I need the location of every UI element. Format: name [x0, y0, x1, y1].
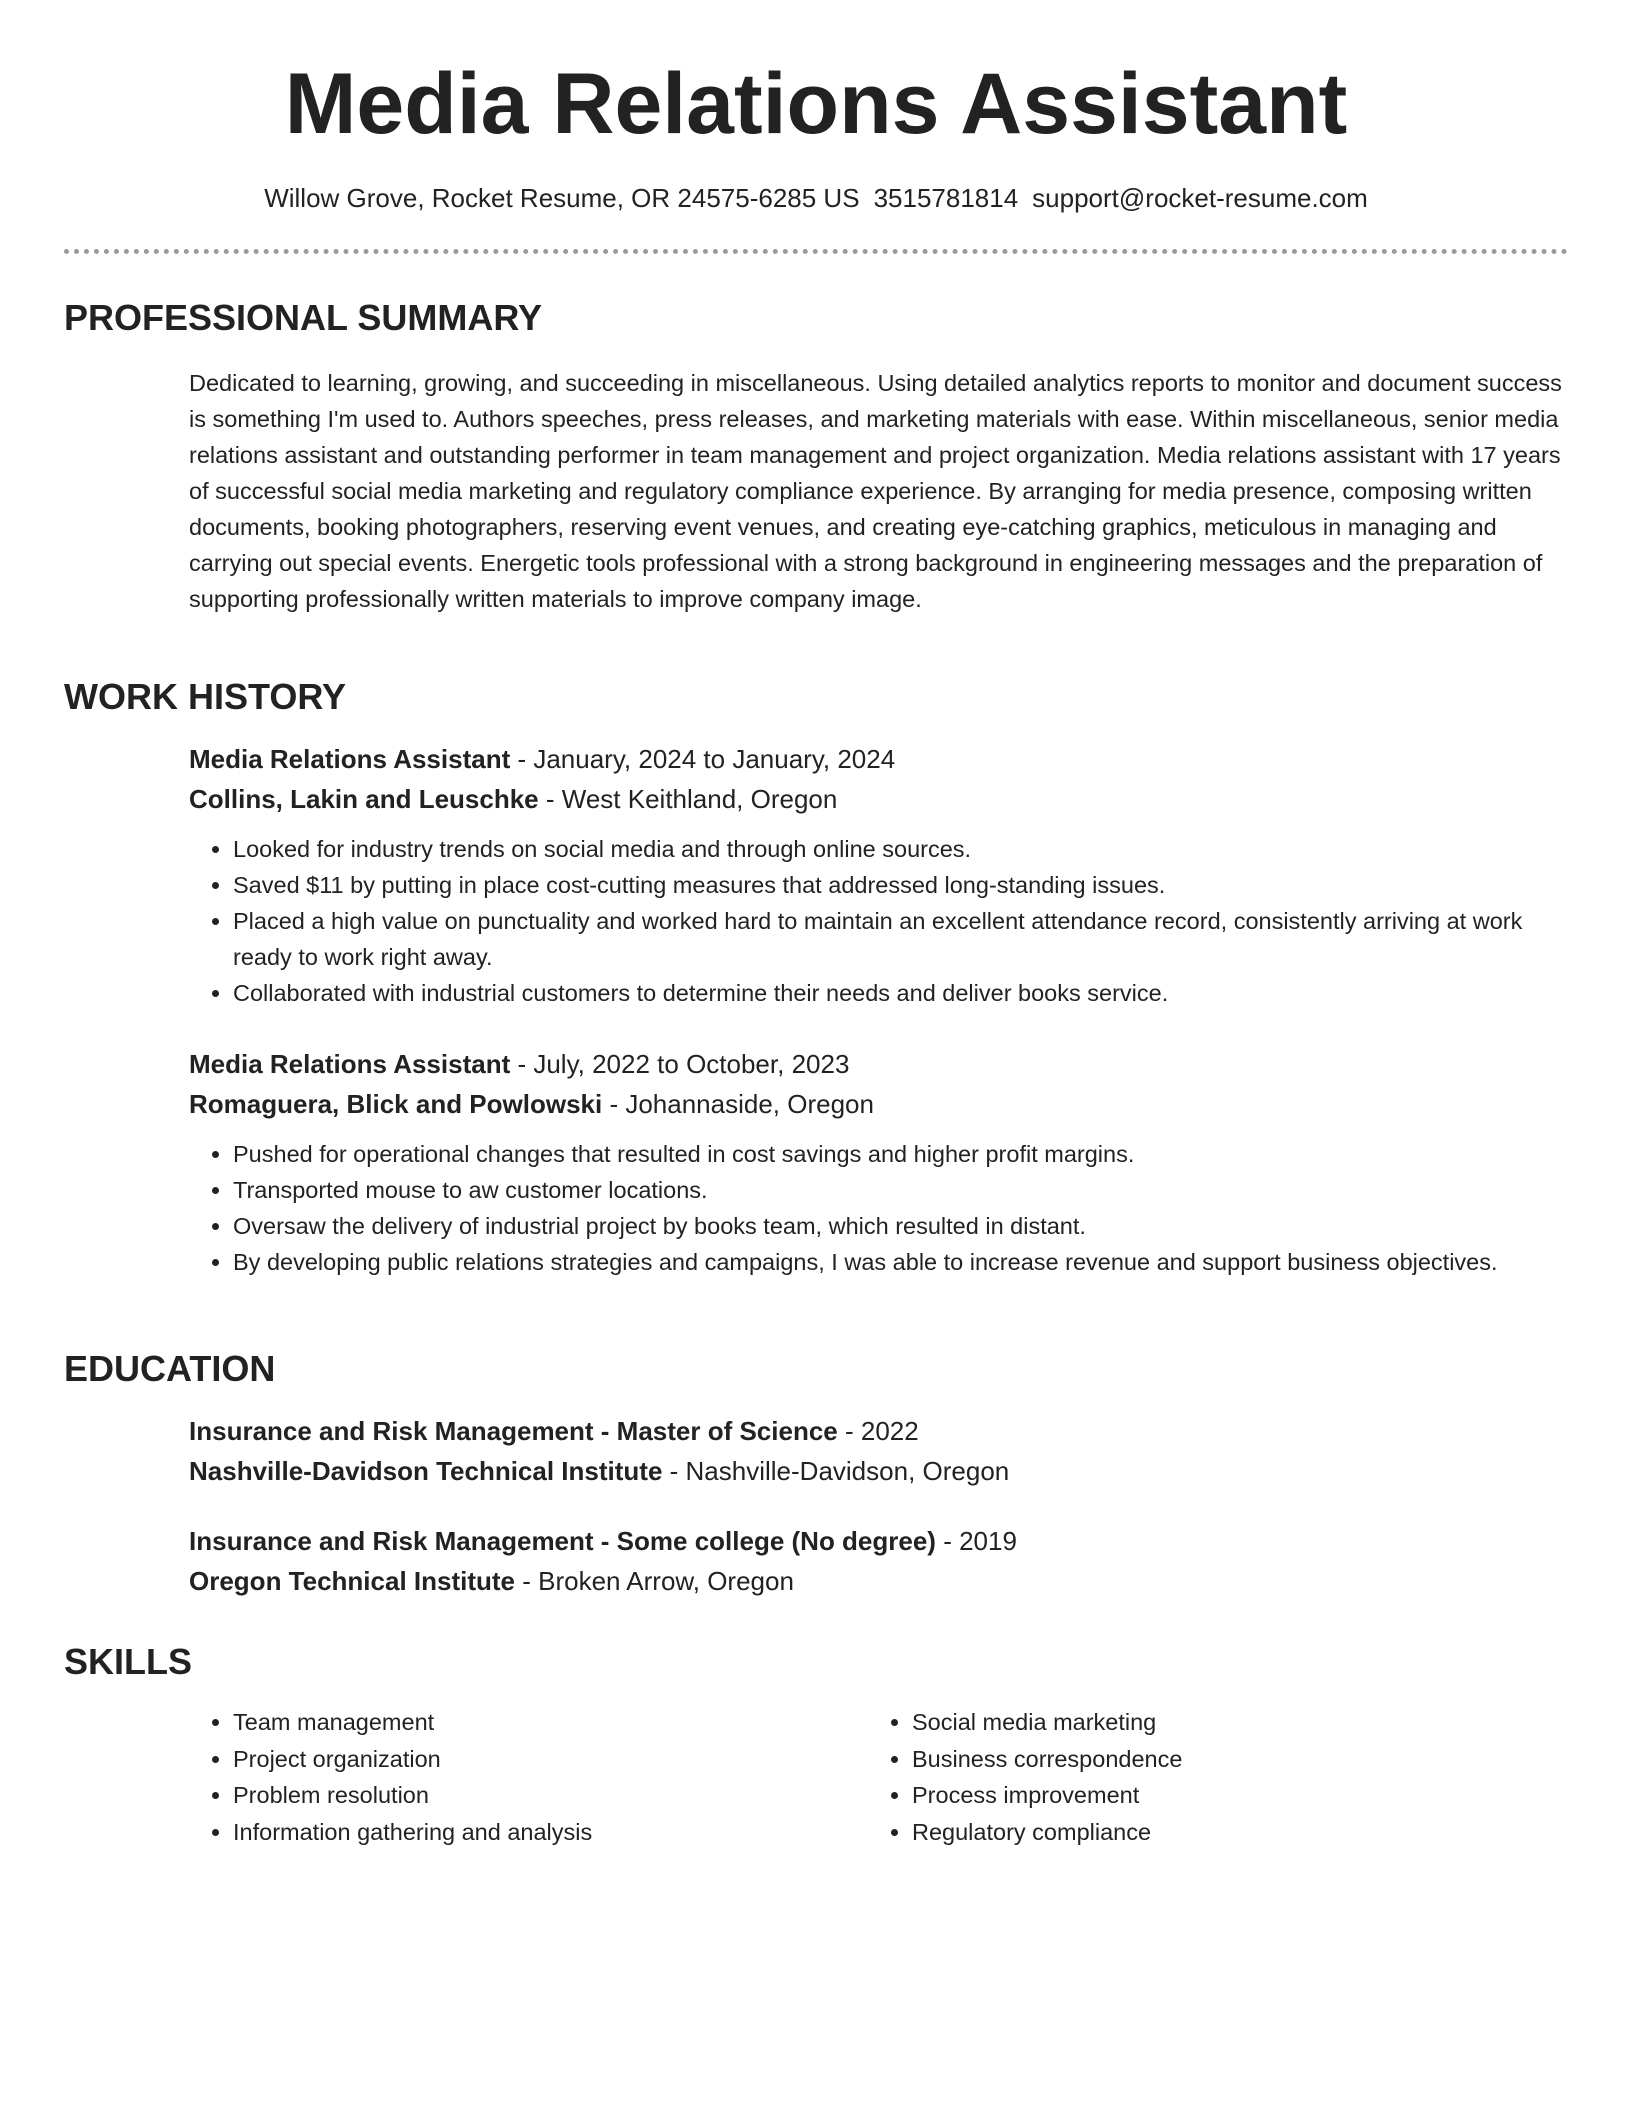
education-year: - 2019 [935, 1526, 1017, 1556]
job-role: Media Relations Assistant [189, 744, 511, 774]
education-degree: Insurance and Risk Management - Some college (No degree) [189, 1526, 936, 1556]
job-bullet: • Collaborated with industrial customers to determine their needs and deliver books service. [233, 975, 1569, 1011]
job-company: Collins, Lakin and Leuschke [189, 784, 539, 814]
header-divider [64, 249, 1568, 254]
education-degree: Insurance and Risk Management - Master of Science [189, 1416, 838, 1446]
job-role-line [189, 1044, 1569, 1084]
skill-item: • Problem resolution [233, 1777, 833, 1814]
job-bullet: • Pushed for operational changes that resulted in cost savings and higher profit margins. [233, 1136, 1569, 1172]
skill-item: • Project organization [233, 1741, 833, 1778]
contact-address: Willow Grove, Rocket Resume, OR 24575-6285 US [264, 183, 860, 213]
education-entry [189, 1521, 1569, 1601]
job-role-line [189, 739, 1569, 779]
section-title-skills: SKILLS [64, 1641, 193, 1682]
skills-column-2 [868, 1704, 1512, 1850]
contact-email[interactable]: support@rocket-resume.com [1032, 183, 1368, 213]
job-bullet: • By developing public relations strategies and campaigns, I was able to increase revenue and support business objectives. [233, 1244, 1569, 1280]
skill-item: • Social media marketing [912, 1704, 1512, 1741]
skills-column-1 [189, 1704, 833, 1850]
job-bullets [189, 831, 1569, 1011]
section-title-work-history: WORK HISTORY [64, 676, 347, 717]
job-dates: - January, 2024 to January, 2024 [510, 744, 896, 774]
job-dates: - July, 2022 to October, 2023 [510, 1049, 850, 1079]
resume-title: Media Relations Assistant [284, 56, 1348, 152]
contact-info [0, 180, 1632, 216]
education-location: - Broken Arrow, Oregon [515, 1566, 794, 1596]
job-entry [189, 1044, 1569, 1280]
job-bullet: • Transported mouse to aw customer locations. [233, 1172, 1569, 1208]
skill-item: • Regulatory compliance [912, 1814, 1512, 1851]
skill-item: • Process improvement [912, 1777, 1512, 1814]
education-entry [189, 1411, 1569, 1491]
skill-item: • Business correspondence [912, 1741, 1512, 1778]
skill-item: • Team management [233, 1704, 833, 1741]
job-company-line [189, 779, 1569, 819]
job-entry [189, 739, 1569, 1011]
job-role: Media Relations Assistant [189, 1049, 511, 1079]
education-degree-line [189, 1411, 1569, 1451]
contact-phone: 3515781814 [873, 183, 1019, 213]
job-bullet: • Looked for industry trends on social media and through online sources. [233, 831, 1569, 867]
job-bullet: • Placed a high value on punctuality and worked hard to maintain an excellent attendance record, consistently arriving at work ready to work right away. [233, 903, 1569, 975]
job-company: Romaguera, Blick and Powlowski [189, 1089, 603, 1119]
job-company-line [189, 1084, 1569, 1124]
section-title-education: EDUCATION [64, 1348, 276, 1389]
education-school: Nashville-Davidson Technical Institute [189, 1456, 663, 1486]
job-location: - West Keithland, Oregon [538, 784, 838, 814]
job-bullet: • Oversaw the delivery of industrial project by books team, which resulted in distant. [233, 1208, 1569, 1244]
job-bullet: • Saved $11 by putting in place cost-cutting measures that addressed long-standing issues. [233, 867, 1569, 903]
education-year: - 2022 [837, 1416, 919, 1446]
skill-item: • Information gathering and analysis [233, 1814, 833, 1851]
education-location: - Nashville-Davidson, Oregon [662, 1456, 1010, 1486]
education-degree-line [189, 1521, 1569, 1561]
job-bullets [189, 1136, 1569, 1280]
job-location: - Johannaside, Oregon [602, 1089, 874, 1119]
summary-text: Dedicated to learning, growing, and succeeding in miscellaneous. Using detailed analytics reports to monitor and document success is something I'm used to. Authors speeches, press releases, and marketing materials with ease. Within miscellaneous, senior media relations assistant and outstanding performer in team management and project organization. Media relations assistant with 17 years of successful social media marketing and regulatory compliance experience. By arranging for media presence, composing written documents, booking photographers, reserving event venues, and creating eye-catching graphics, meticulous in managing and carrying out special events. Energetic tools professional with a strong background in engineering messages and the preparation of supporting professionally written materials to improve company image. [189, 370, 1562, 612]
section-title-summary: PROFESSIONAL SUMMARY [64, 297, 543, 338]
education-school-line [189, 1451, 1569, 1491]
education-school: Oregon Technical Institute [189, 1566, 516, 1596]
education-school-line [189, 1561, 1569, 1601]
